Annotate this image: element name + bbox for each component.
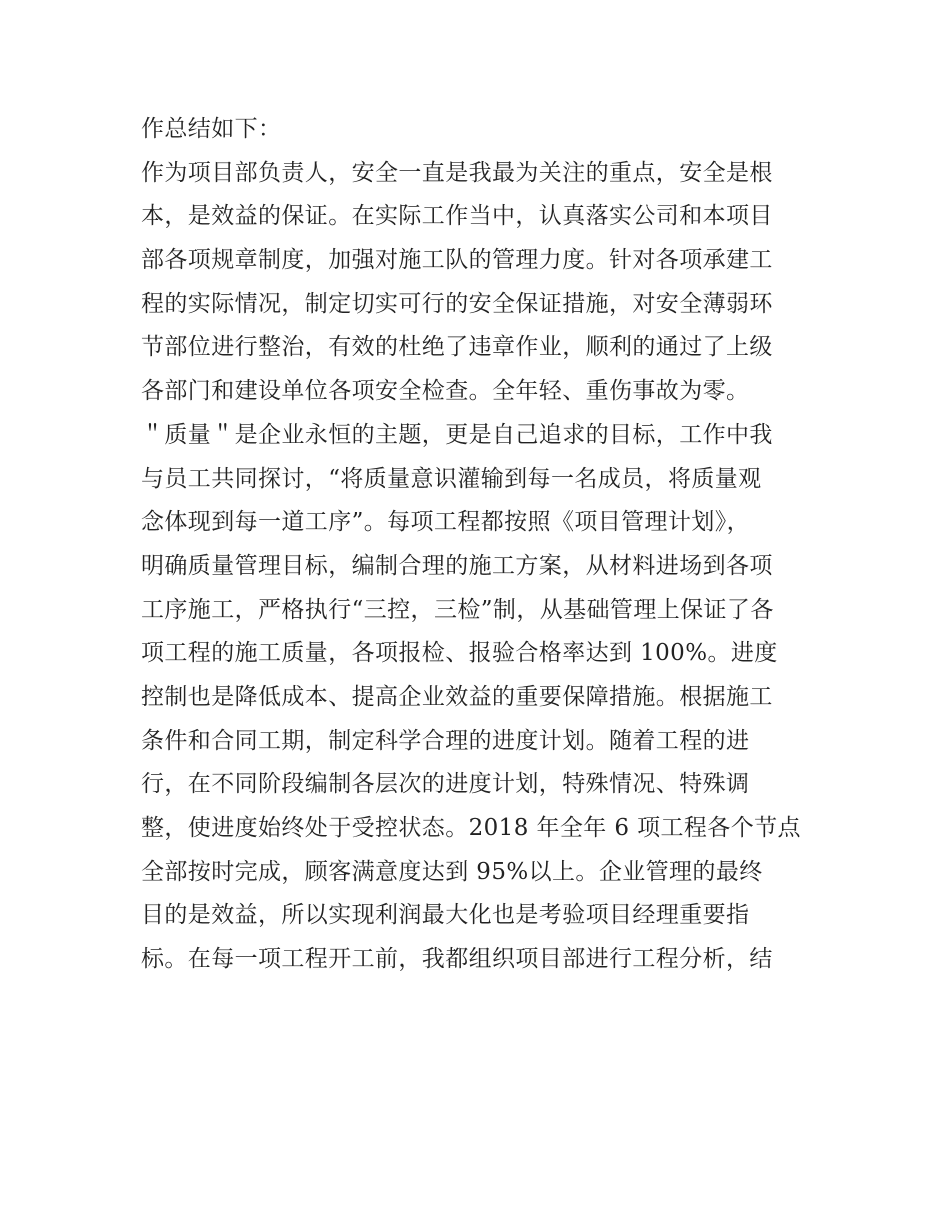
- text-line: 节部位进行整治，有效的杜绝了违章作业，顺利的通过了上级: [141, 334, 773, 361]
- text-line: 念体现到每一道工序”。每项工程都按照《项目管理计划》，: [141, 509, 751, 536]
- text-line: ＂质量＂是企业永恒的主题，更是自己追求的目标，工作中我: [141, 421, 773, 448]
- text-line: 部各项规章制度，加强对施工队的管理力度。针对各项承建工: [141, 247, 773, 274]
- text-line: 目的是效益，所以实现利润最大化也是考验项目经理重要指: [141, 902, 750, 929]
- text-line: 作总结如下：: [141, 116, 282, 142]
- text-line: 程的实际情况，制定切实可行的安全保证措施，对安全薄弱环: [141, 290, 773, 317]
- text-line: 明确质量管理目标，编制合理的施工方案，从材料进场到各项: [141, 552, 773, 579]
- text-line: 工序施工，严格执行“三控，三检”制，从基础管理上保证了各: [141, 596, 774, 623]
- text-line: 行，在不同阶段编制各层次的进度计划，特殊情况、特殊调: [141, 771, 750, 798]
- text-line: 控制也是降低成本、提高企业效益的重要保障措施。根据施工: [141, 683, 773, 710]
- body-text: [141, 108, 821, 982]
- text-line: 整，使进度始终处于受控状态。2018 年全年 6 项工程各个节点: [141, 815, 801, 841]
- text-line: 全部按时完成，顾客满意度达到 95%以上。企业管理的最终: [141, 858, 763, 885]
- text-line: 项工程的施工质量，各项报检、报验合格率达到 100%。进度: [141, 640, 778, 667]
- text-line: 本，是效益的保证。在实际工作当中，认真落实公司和本项目: [141, 203, 773, 230]
- text-line: 条件和合同工期，制定科学合理的进度计划。随着工程的进: [141, 727, 750, 754]
- text-line: 与员工共同探讨，“将质量意识灌输到每一名成员，将质量观: [141, 465, 762, 492]
- text-line: 各部门和建设单位各项安全检查。全年轻、重伤事故为零。: [141, 378, 750, 405]
- text-line: 作为项目部负责人，安全一直是我最为关注的重点，安全是根: [141, 159, 773, 186]
- text-line: 标。在每一项工程开工前，我都组织项目部进行工程分析，结: [141, 946, 773, 973]
